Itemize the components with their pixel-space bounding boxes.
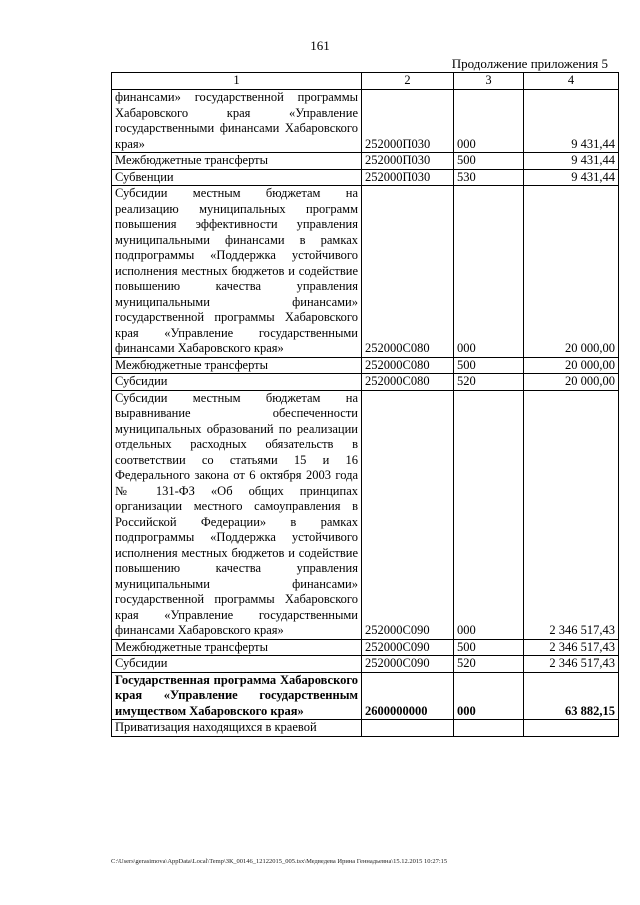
table-row — [112, 672, 619, 720]
row-amount: 2 346 517,43 — [524, 390, 619, 639]
budget-table — [111, 72, 619, 737]
row-amount: 63 882,15 — [524, 672, 619, 720]
footer-file-path: C:\Users\gerasimova\AppData\Local\Temp\ЗК_00146_12122015_005.tsx\Медведева Ирина Геннадьевна\15.12.2015 10:27:15 — [111, 858, 448, 865]
column-header-1: 1 — [112, 73, 362, 90]
table-body — [112, 90, 619, 737]
row-description: Межбюджетные трансферты — [112, 357, 362, 374]
row-expense-type: 530 — [454, 169, 524, 186]
row-description: Субсидии — [112, 656, 362, 673]
row-expense-type — [454, 720, 524, 737]
column-header-4: 4 — [524, 73, 619, 90]
row-expense-type: 500 — [454, 153, 524, 170]
table-row — [112, 390, 619, 639]
row-target-code: 252000П030 — [362, 169, 454, 186]
row-amount: 9 431,44 — [524, 90, 619, 153]
row-expense-type: 520 — [454, 374, 524, 391]
row-description: финансами» государственной программы Хабаровского края «Управление государственными финансами Хабаровского края» — [112, 90, 362, 153]
row-amount: 20 000,00 — [524, 357, 619, 374]
row-expense-type: 000 — [454, 672, 524, 720]
table-row — [112, 90, 619, 153]
row-amount: 20 000,00 — [524, 374, 619, 391]
row-description: Субсидии местным бюджетам на выравнивание обеспеченности муниципальных образований по реализации отдельных расходных обязательств в соответствии со статьями 15 и 16 Федерального закона от 6 октября 2003 года № 131-ФЗ «Об общих принципах организации местного самоуправления в Российской Федерации» в рамках подпрограммы «Поддержка устойчивого исполнения местных бюджетов и содействие повышению качества управления муниципальными финансами» государственной программы Хабаровского края «Управление государственными финансами Хабаровского края» — [112, 390, 362, 639]
row-expense-type: 000 — [454, 90, 524, 153]
row-amount — [524, 720, 619, 737]
row-description: Субсидии — [112, 374, 362, 391]
table-row — [112, 169, 619, 186]
row-target-code: 252000П030 — [362, 90, 454, 153]
row-amount: 9 431,44 — [524, 169, 619, 186]
row-target-code: 252000С080 — [362, 357, 454, 374]
row-description: Государственная программа Хабаровского края «Управление государственным имуществом Хабаровского края» — [112, 672, 362, 720]
row-amount: 9 431,44 — [524, 153, 619, 170]
row-description: Приватизация находящихся в краевой — [112, 720, 362, 737]
row-target-code: 252000С080 — [362, 374, 454, 391]
continuation-note: Продолжение приложения 5 — [451, 56, 608, 71]
row-target-code — [362, 720, 454, 737]
column-header-2: 2 — [362, 73, 454, 90]
row-target-code: 252000С090 — [362, 390, 454, 639]
row-expense-type: 000 — [454, 186, 524, 358]
row-expense-type: 520 — [454, 656, 524, 673]
row-expense-type: 000 — [454, 390, 524, 639]
row-description: Субвенции — [112, 169, 362, 186]
table-row — [112, 186, 619, 358]
table-row — [112, 357, 619, 374]
row-expense-type: 500 — [454, 639, 524, 656]
row-target-code: 252000П030 — [362, 153, 454, 170]
row-target-code: 252000С090 — [362, 656, 454, 673]
page-number: 161 — [310, 38, 330, 53]
table-row — [112, 720, 619, 737]
column-header-3: 3 — [454, 73, 524, 90]
row-amount: 2 346 517,43 — [524, 656, 619, 673]
row-target-code: 252000С090 — [362, 639, 454, 656]
row-description: Межбюджетные трансферты — [112, 639, 362, 656]
row-target-code: 2600000000 — [362, 672, 454, 720]
table-row — [112, 656, 619, 673]
table-row — [112, 374, 619, 391]
row-expense-type: 500 — [454, 357, 524, 374]
row-target-code: 252000С080 — [362, 186, 454, 358]
table-row — [112, 639, 619, 656]
row-amount: 20 000,00 — [524, 186, 619, 358]
row-description: Межбюджетные трансферты — [112, 153, 362, 170]
table-row — [112, 153, 619, 170]
header-row — [112, 73, 619, 90]
row-amount: 2 346 517,43 — [524, 639, 619, 656]
row-description: Субсидии местным бюджетам на реализацию муниципальных программ повышения эффективности управления муниципальными финансами в рамках подпрограммы «Поддержка устойчивого исполнения местных бюджетов и содействие повышению качества управления муниципальными финансами» государственной программы Хабаровского края «Управление государственными финансами Хабаровского края» — [112, 186, 362, 358]
